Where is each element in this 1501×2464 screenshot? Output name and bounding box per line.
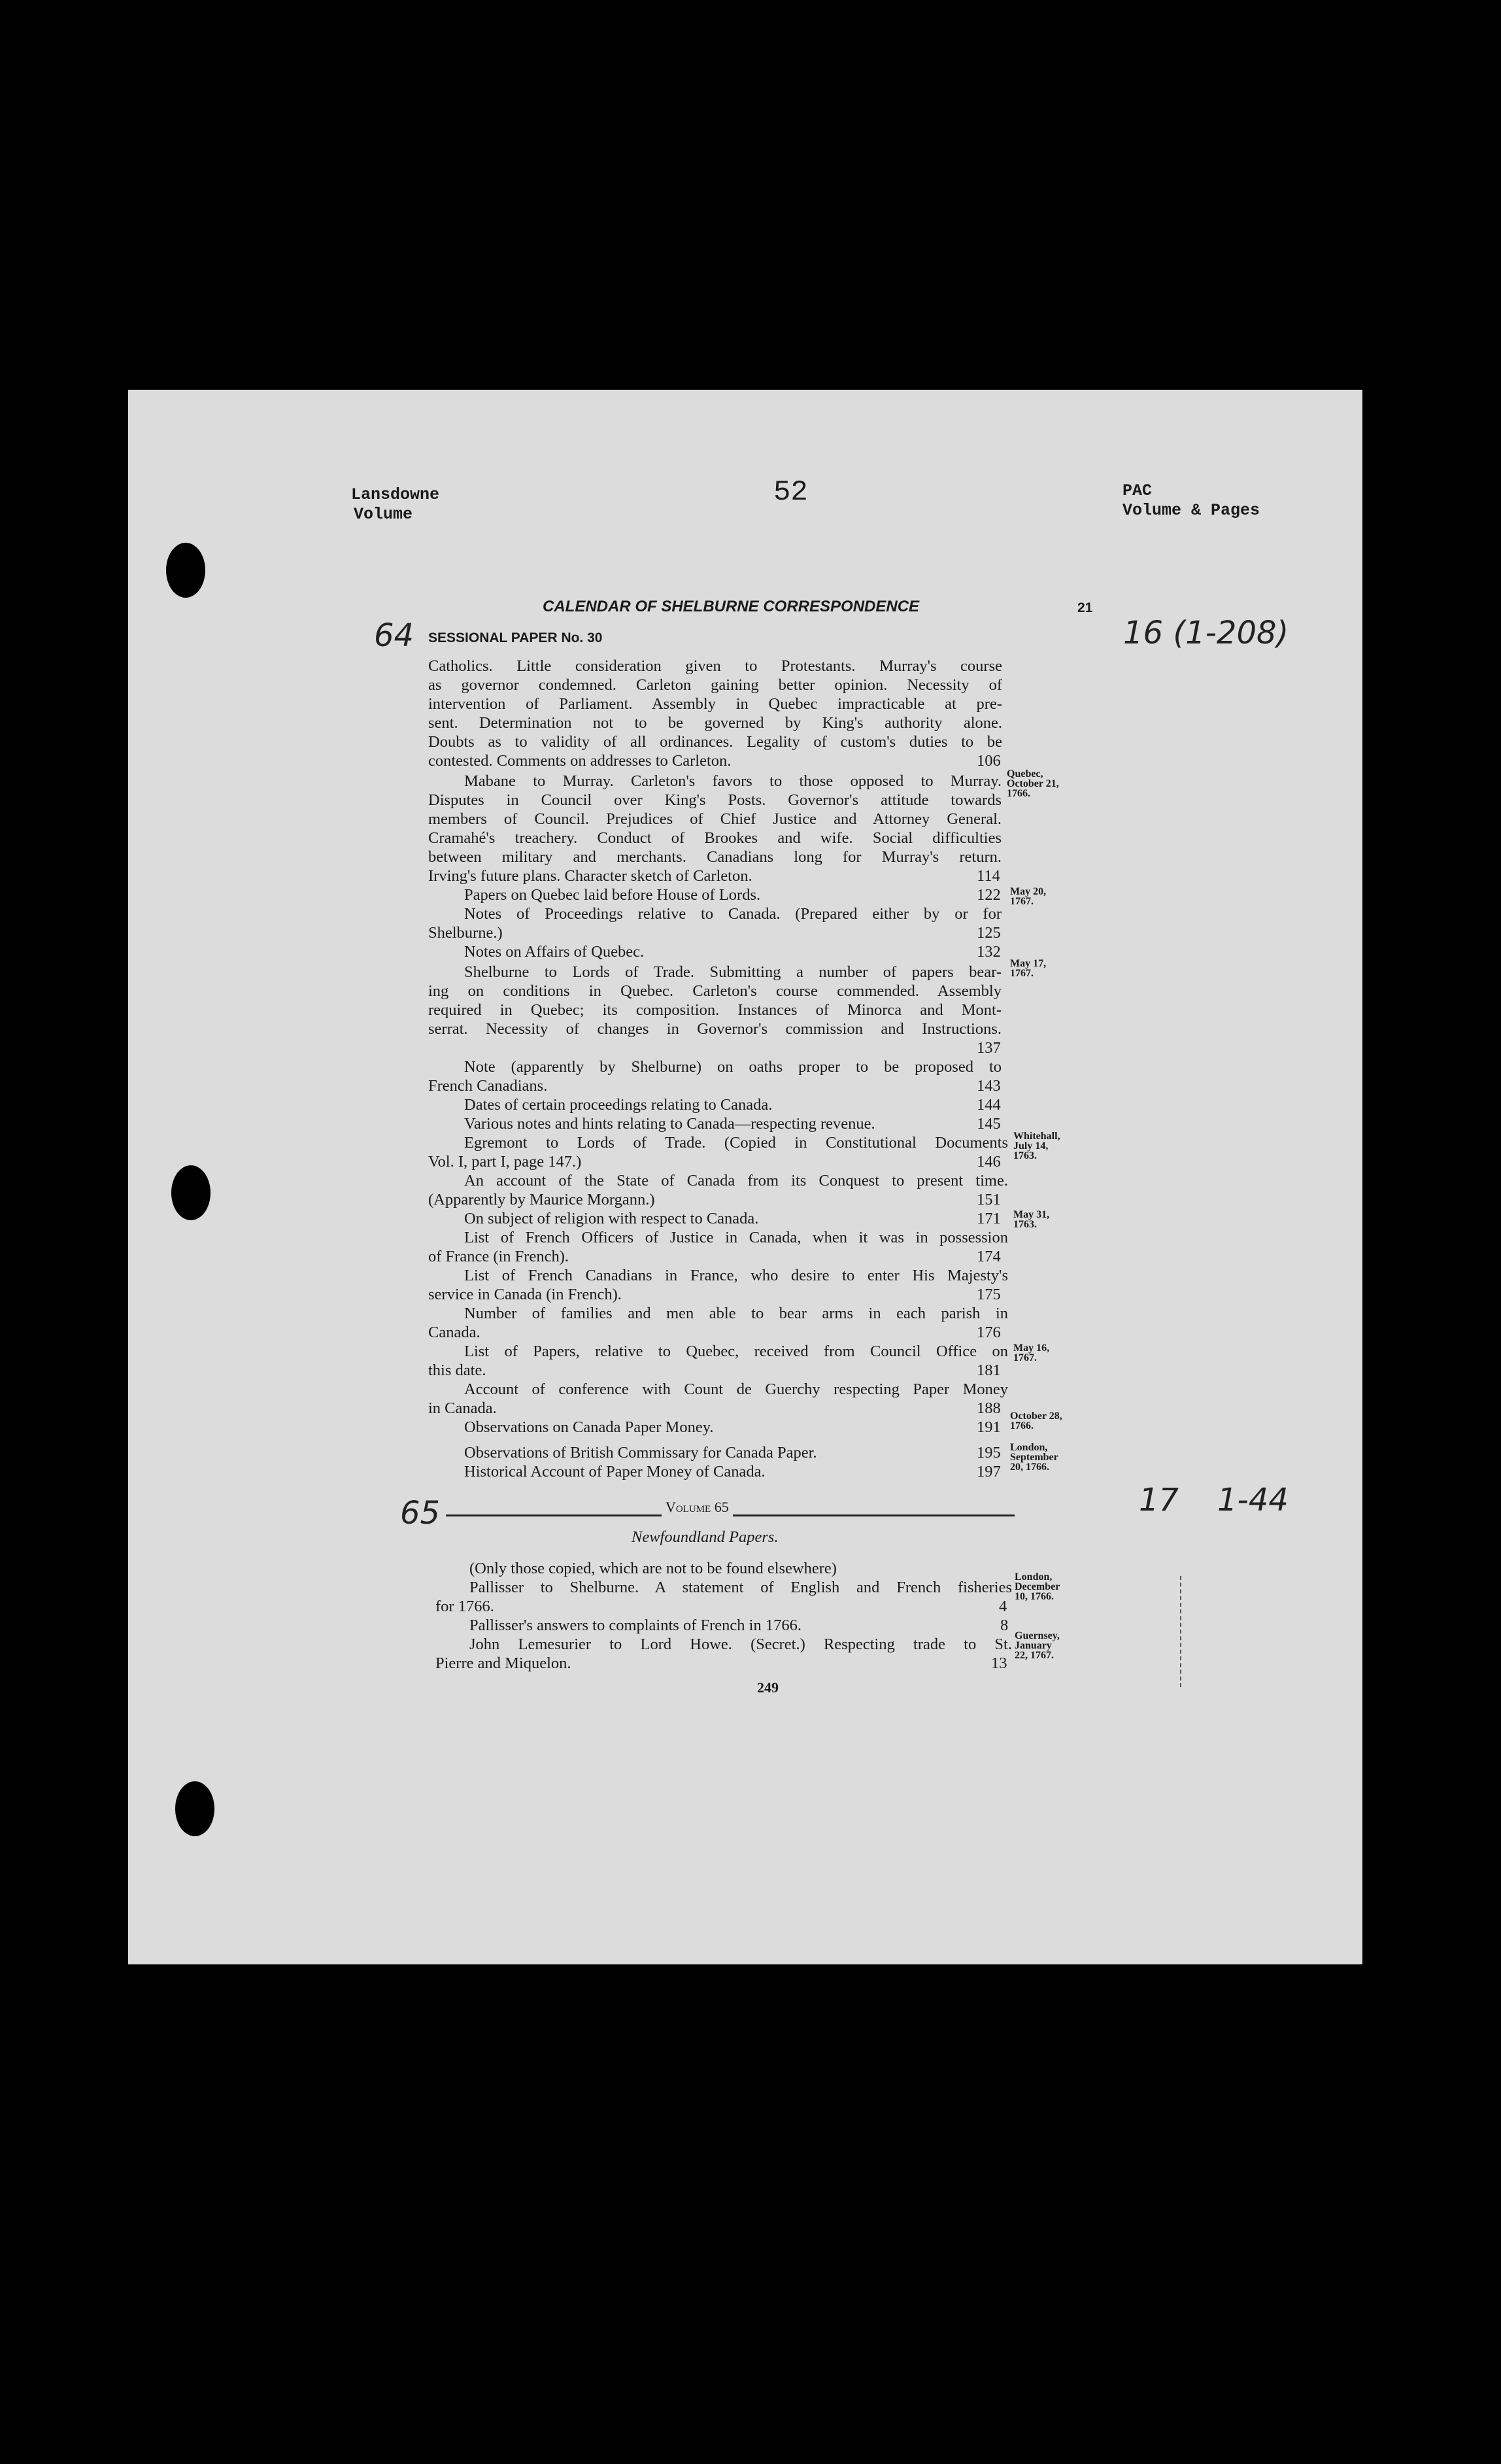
text-line: Number of families and men able to bear arms in each parish in (464, 1305, 1008, 1322)
text-line: for 1766. (435, 1598, 494, 1615)
text-line: On subject of religion with respect to Canada. (464, 1210, 759, 1227)
text-line: Egremont to Lords of Trade. (Copied in Constitutional Documents (464, 1134, 1008, 1152)
text-line: John Lemesurier to Lord Howe. (Secret.) Respecting trade to St. (469, 1635, 1012, 1653)
text-line: service in Canada (in French). (428, 1286, 622, 1303)
text-line: Doubts as to validity of all ordinances. Legality of custom's duties to be (428, 733, 1002, 751)
page-ref: 106 (977, 752, 1001, 770)
text-line: Irving's future plans. Character sketch of Carleton. (428, 867, 752, 885)
page-ref: 197 (977, 1463, 1001, 1480)
text-line: as governor condemned. Carleton gaining better opinion. Necessity of (428, 676, 1002, 694)
text-line: Mabane to Murray. Carleton's favors to those opposed to Murray. (464, 772, 1002, 790)
text-line: An account of the State of Canada from its Conquest to present time. (464, 1172, 1008, 1189)
handwritten-pages-1-44: 1-44 (1217, 1482, 1289, 1518)
text-line: Account of conference with Count de Guerchy respecting Paper Money (464, 1380, 1008, 1398)
header-left-line2: Volume (354, 505, 413, 524)
text-line: Pierre and Miquelon. (435, 1654, 571, 1672)
text-line: List of French Officers of Justice in Canada, when it was in possession (464, 1229, 1008, 1246)
text-line: members of Council. Prejudices of Chief Justice and Attorney General. (428, 810, 1002, 828)
text-line: sent. Determination not to be governed by King's authority alone. (428, 714, 1002, 732)
handwritten-pac-17: 17 (1139, 1482, 1179, 1518)
text-line: serrat. Necessity of changes in Governor's commission and Instructions. (428, 1020, 1002, 1038)
text-line: Various notes and hints relating to Canada—respecting revenue. (464, 1115, 875, 1133)
text-line: contested. Comments on addresses to Carleton. (428, 752, 732, 770)
date-note: Quebec, October 21, 1766. (1007, 768, 1059, 799)
running-head: CALENDAR OF SHELBURNE CORRESPONDENCE (543, 598, 920, 615)
page-ref: 174 (977, 1248, 1001, 1265)
date-note: Whitehall, July 14, 1763. (1013, 1131, 1060, 1161)
text-line: Note (apparently by Shelburne) on oaths proper to be proposed to (464, 1058, 1002, 1076)
page-ref: 122 (977, 886, 1001, 904)
page-ref: 132 (977, 943, 1001, 961)
text-line: Pallisser's answers to complaints of French in 1766. (469, 1617, 801, 1634)
text-line: Notes on Affairs of Quebec. (464, 943, 645, 961)
page-ref: 13 (991, 1654, 1007, 1672)
handwritten-volume-64: 64 (374, 617, 414, 654)
header-right-line2: Volume & Pages (1122, 501, 1260, 520)
date-note: May 16, 1767. (1013, 1343, 1050, 1363)
volume-subheading: Newfoundland Papers. (632, 1528, 779, 1546)
text-line: Canada. (428, 1324, 481, 1341)
text-line: Vol. I, part I, page 147.) (428, 1153, 582, 1171)
page-ref: 181 (977, 1361, 1001, 1379)
page-ref: 176 (977, 1324, 1001, 1341)
text-line: in Canada. (428, 1399, 497, 1417)
archive-page-number: 52 (773, 476, 808, 509)
text-line: intervention of Parliament. Assembly in Quebec impracticable at pre- (428, 695, 1002, 713)
text-line: List of French Canadians in France, who desire to enter His Majesty's (464, 1267, 1008, 1284)
text-line: of France (in French). (428, 1248, 569, 1265)
page-ref: 188 (977, 1399, 1001, 1417)
date-note: May 31, 1763. (1013, 1209, 1050, 1230)
date-note: May 20, 1767. (1010, 886, 1047, 907)
text-line: Observations on Canada Paper Money. (464, 1418, 714, 1436)
page-ref: 144 (977, 1096, 1001, 1114)
text-line: Pallisser to Shelburne. A statement of English and French fisheries (469, 1579, 1012, 1596)
page-ref: 4 (999, 1598, 1007, 1615)
text-line: Cramahé's treachery. Conduct of Brookes and wife. Social difficulties (428, 829, 1002, 847)
text-line: Dates of certain proceedings relating to Canada. (464, 1096, 773, 1114)
text-line: List of Papers, relative to Quebec, received from Council Office on (464, 1343, 1008, 1360)
page-ref: 137 (977, 1039, 1001, 1057)
text-line: Papers on Quebec laid before House of Lords. (464, 886, 761, 904)
text-line: Historical Account of Paper Money of Canada. (464, 1463, 766, 1480)
text-line: Shelburne to Lords of Trade. Submitting a number of papers bear- (464, 963, 1002, 981)
date-note: London, December 10, 1766. (1015, 1571, 1060, 1602)
page-ref: 114 (977, 867, 1000, 885)
date-note: May 17, 1767. (1010, 958, 1047, 979)
text-line: Catholics. Little consideration given to Protestants. Murray's course (428, 657, 1002, 675)
page-ref: 145 (977, 1115, 1001, 1133)
footer-page-number: 249 (757, 1679, 779, 1696)
text-line: Notes of Proceedings relative to Canada. (Prepared either by or for (464, 905, 1002, 923)
date-note: October 28, 1766. (1010, 1411, 1062, 1431)
page-ref: 151 (977, 1191, 1001, 1208)
text-line: (Apparently by Maurice Morgann.) (428, 1191, 655, 1208)
page-ref: 191 (977, 1418, 1001, 1436)
page-ref: 143 (977, 1077, 1001, 1095)
date-note: London, September 20, 1766. (1010, 1442, 1058, 1473)
text-line: (Only those copied, which are not to be found elsewhere) (469, 1560, 837, 1577)
text-line: between military and merchants. Canadians long for Murray's return. (428, 848, 1002, 866)
header-left-line1: Lansdowne (351, 485, 440, 504)
sessional-paper-label: SESSIONAL PAPER No. 30 (428, 630, 603, 645)
page-ref: 175 (977, 1286, 1001, 1303)
page-ref: 195 (977, 1444, 1001, 1462)
text-line: ing on conditions in Quebec. Carleton's course commended. Assembly (428, 982, 1002, 1000)
page-ref: 8 (1000, 1617, 1009, 1634)
date-note: Guernsey, January 22, 1767. (1015, 1630, 1060, 1661)
text-line: this date. (428, 1361, 486, 1379)
page-ref: 171 (977, 1210, 1001, 1227)
header-right-line1: PAC (1122, 481, 1153, 500)
handwritten-volume-65: 65 (400, 1495, 441, 1531)
text-line: Observations of British Commissary for Canada Paper. (464, 1444, 817, 1462)
handwritten-pac-16: 16 (1-208) (1123, 615, 1289, 651)
page-ref: 146 (977, 1153, 1001, 1171)
volume-heading: Volume 65 (662, 1497, 733, 1516)
page-ref: 125 (977, 924, 1001, 942)
running-page-number: 21 (1077, 600, 1093, 615)
text-line: required in Quebec; its composition. Instances of Minorca and Mont- (428, 1001, 1002, 1019)
text-line: Disputes in Council over King's Posts. Governor's attitude towards (428, 791, 1002, 809)
text-line: Shelburne.) (428, 924, 503, 942)
text-line: French Canadians. (428, 1077, 548, 1095)
